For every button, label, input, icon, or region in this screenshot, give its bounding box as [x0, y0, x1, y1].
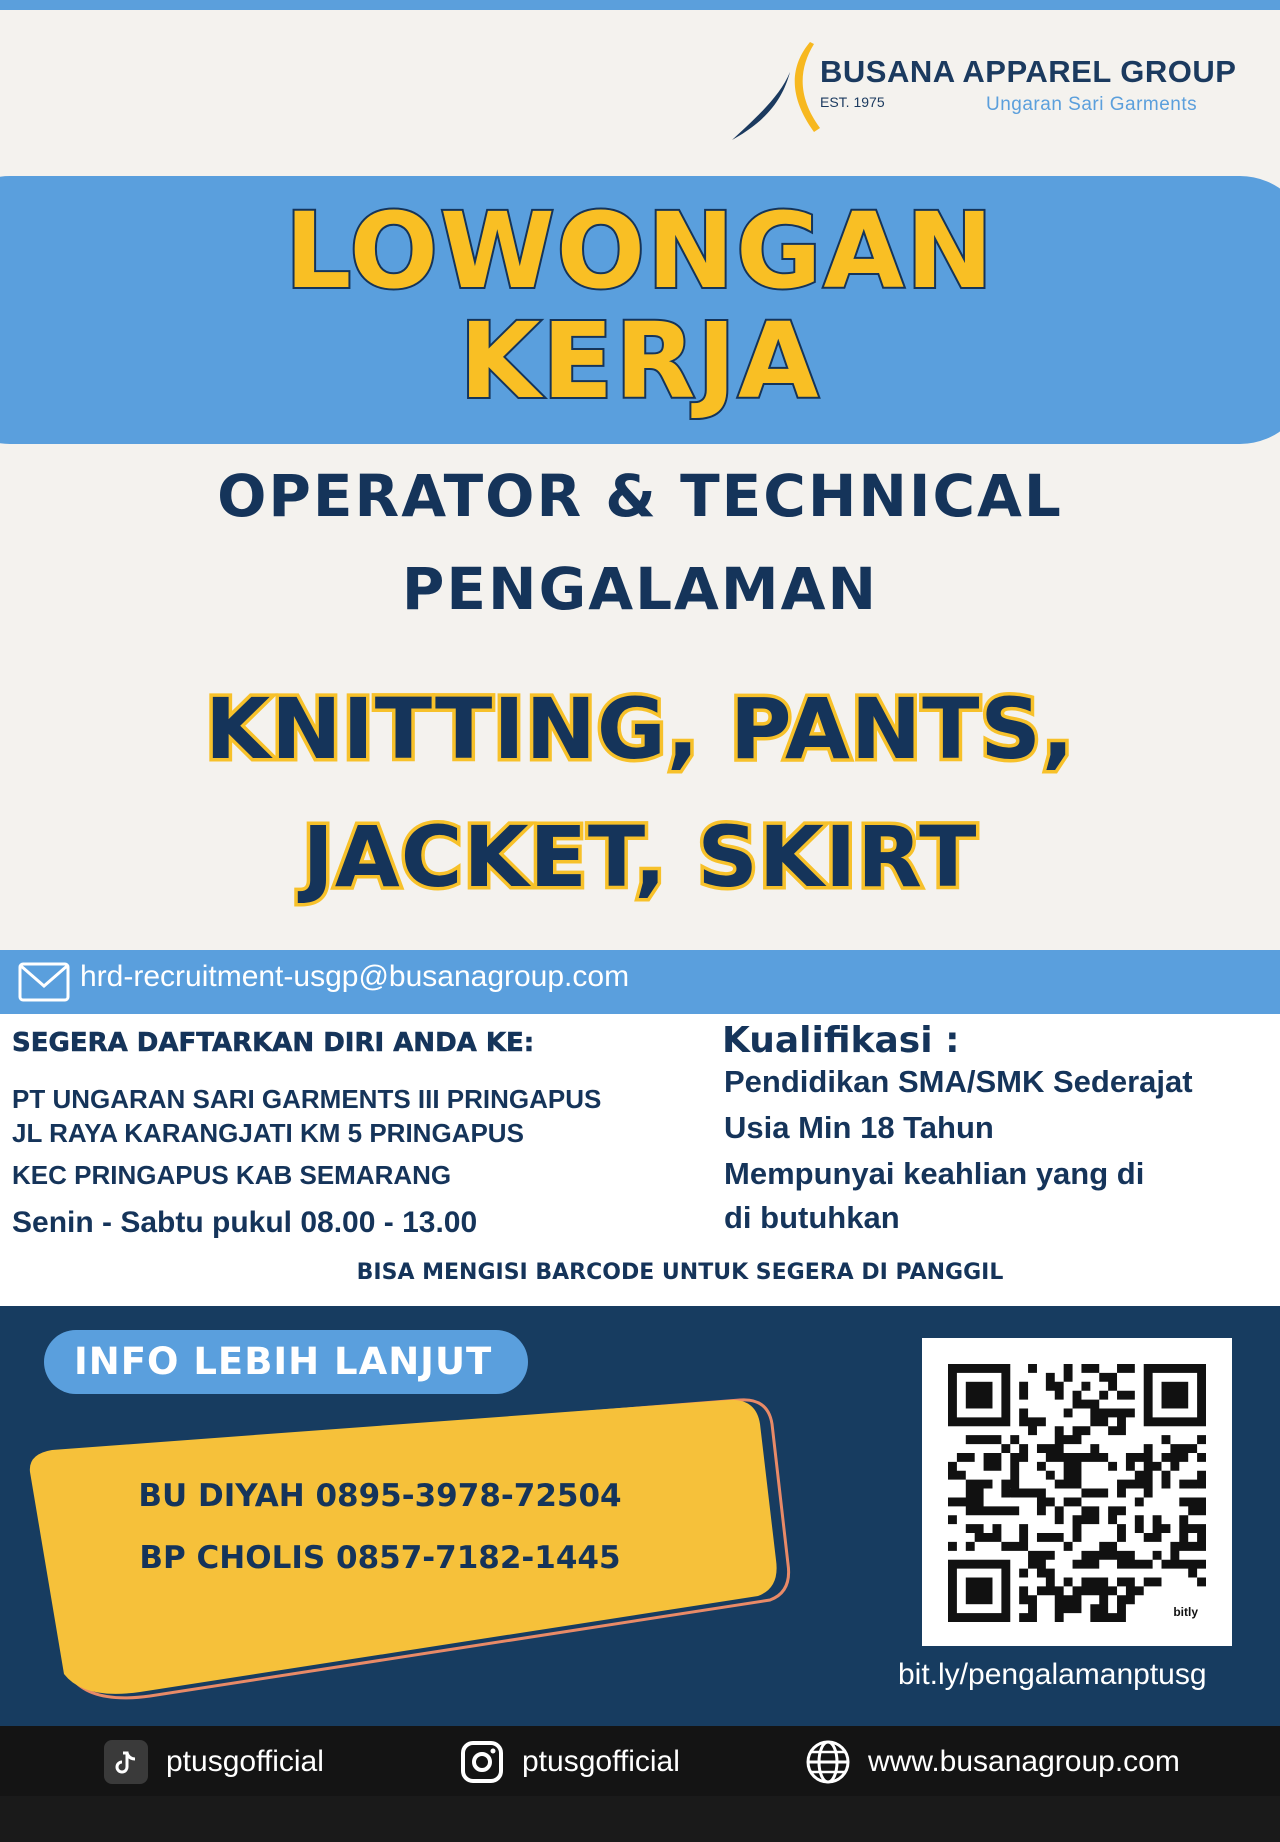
mail-icon [18, 962, 70, 1002]
brand-established: EST. 1975 [820, 94, 885, 110]
tiktok-handle: ptusgofficial [166, 1745, 324, 1778]
barcode-note: BISA MENGISI BARCODE UNTUK SEGERA DI PANGGIL [356, 1260, 1004, 1285]
contact-section [0, 1306, 1280, 1726]
subtitle-line-1: OPERATOR & TECHNICAL [217, 462, 1063, 530]
qr-link[interactable]: bit.ly/pengalamanptusg [898, 1658, 1207, 1691]
info-label: INFO LEBIH LANJUT [44, 1330, 528, 1394]
tiktok-icon [102, 1738, 150, 1786]
contact-phone: BP CHOLIS 0857-7182-1445 [139, 1540, 621, 1576]
instagram-handle: ptusgofficial [522, 1745, 680, 1778]
website-url: www.busanagroup.com [868, 1745, 1180, 1778]
bitly-badge: bitly [1173, 1605, 1198, 1619]
brand-name: BUSANA APPAREL GROUP [820, 54, 1237, 89]
qr-code[interactable] [922, 1338, 1232, 1646]
instagram-icon [458, 1738, 506, 1786]
registration-info [0, 1014, 1280, 1306]
subtitle-line-2: PENGALAMAN [401, 555, 879, 623]
company-logo [728, 36, 1248, 146]
registration-title: SEGERA DAFTARKAN DIRI ANDA KE: [12, 1028, 535, 1058]
email-link[interactable]: hrd-recruitment-usgp@busanagroup.com [80, 960, 630, 993]
qualification-item: di butuhkan [724, 1200, 900, 1235]
address-line: JL RAYA KARANGJATI KM 5 PRINGAPUS [12, 1118, 524, 1148]
footer [0, 1726, 1280, 1796]
globe-icon [804, 1738, 852, 1786]
brand-subtitle: Ungaran Sari Garments [986, 94, 1198, 115]
logo-swoosh-icon [728, 36, 824, 146]
headline-line-2: KERJA [459, 300, 821, 422]
qr-code-icon [948, 1364, 1206, 1622]
tiktok-link[interactable] [102, 1738, 324, 1786]
instagram-link[interactable] [458, 1738, 680, 1786]
address-line: PT UNGARAN SARI GARMENTS III PRINGAPUS [12, 1084, 602, 1114]
qualification-item: Mempunyai keahlian yang di [724, 1156, 1145, 1191]
qualifications-title: Kualifikasi : [722, 1020, 960, 1061]
footer-bottom-bar [0, 1796, 1280, 1842]
positions-line-2: JACKET, SKIRT [302, 808, 978, 906]
address-line: KEC PRINGAPUS KAB SEMARANG [12, 1160, 452, 1190]
contact-phone: BU DIYAH 0895-3978-72504 [138, 1478, 622, 1514]
website-link[interactable] [804, 1738, 1180, 1786]
qualification-item: Pendidikan SMA/SMK Sederajat [724, 1064, 1193, 1099]
headline-line-1: LOWONGAN [284, 190, 996, 312]
qualification-item: Usia Min 18 Tahun [724, 1110, 994, 1145]
schedule-text: Senin - Sabtu pukul 08.00 - 13.00 [12, 1206, 478, 1239]
top-stripe [0, 0, 1280, 10]
positions-line-1: KNITTING, PANTS, [205, 680, 1075, 778]
email-bar [0, 950, 1280, 1014]
